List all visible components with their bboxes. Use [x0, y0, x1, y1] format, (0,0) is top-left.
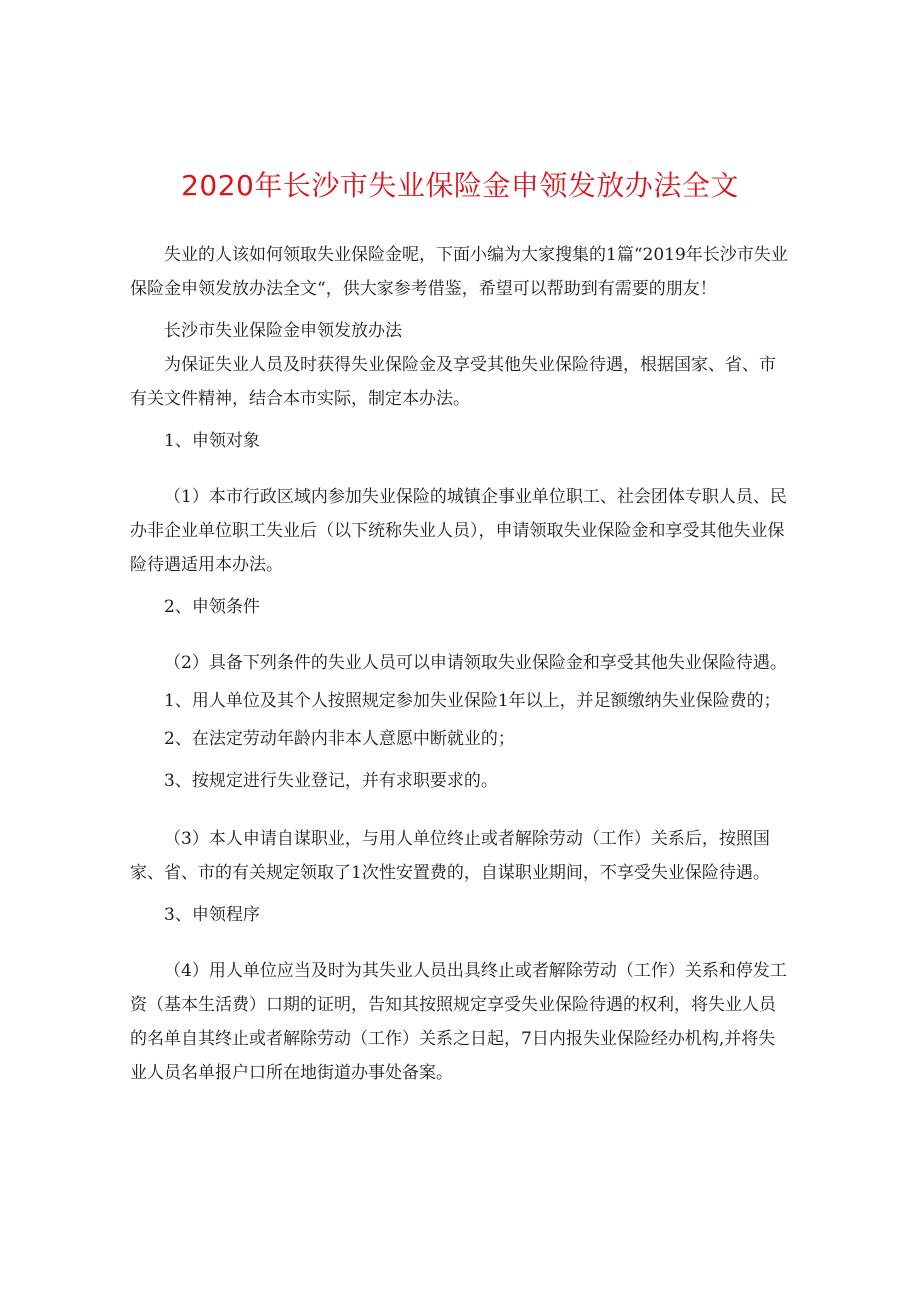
section-2-paragraph: （2）具备下列条件的失业人员可以申请领取失业保险金和享受其他失业保险待遇。	[164, 653, 787, 673]
section-heading: 长沙市失业保险金申领发放办法	[164, 321, 402, 341]
section-1-title: 1、申领对象	[164, 431, 260, 451]
section-2-title: 2、申领条件	[164, 597, 260, 617]
section-3-title: 3、申领程序	[164, 905, 260, 925]
purpose-paragraph: 为保证失业人员及时获得失业保险金及享受其他失业保险待遇，根据国家、省、市有关文件精神，结合本市实际，制定本办法。	[130, 355, 776, 409]
condition-item-3: 3、按规定进行失业登记，并有求职要求的。	[164, 771, 498, 791]
document-title: 2020年长沙市失业保险金申领发放办法全文	[181, 169, 739, 202]
section-1-paragraph: （1）本市行政区域内参加失业保险的城镇企事业单位职工、社会团体专职人员、民办非企业单位职工失业后（以下统称失业人员），申请领取失业保险金和享受其他失业保险待遇适用本办法。	[130, 487, 787, 575]
section-2-paragraph-3: （3）本人申请自谋职业，与用人单位终止或者解除劳动（工作）关系后，按照国家、省、市的有关规定领取了1次性安置费的，自谋职业期间，不享受失业保险待遇。	[130, 829, 770, 883]
condition-item-1: 1、用人单位及其个人按照规定参加失业保险1年以上，并足额缴纳失业保险费的；	[164, 691, 781, 711]
section-3-paragraph: （4）用人单位应当及时为其失业人员出具终止或者解除劳动（工作）关系和停发工资（基本生活费）口期的证明，告知其按照规定享受失业保险待遇的权利，将失业人员的名单自其终止或者解除劳动（工作）关系之日起，7日内报失业保险经办机构,并将失业人员名单报户口所在地街道办事处备案。	[130, 961, 787, 1083]
condition-item-2: 2、在法定劳动年龄内非本人意愿中断就业的；	[164, 729, 515, 749]
intro-paragraph: 失业的人该如何领取失业保险金呢，下面小编为大家搜集的1篇“2019年长沙市失业保险金申领发放办法全文“，供大家参考借鉴，希望可以帮助到有需要的朋友！	[130, 245, 788, 299]
